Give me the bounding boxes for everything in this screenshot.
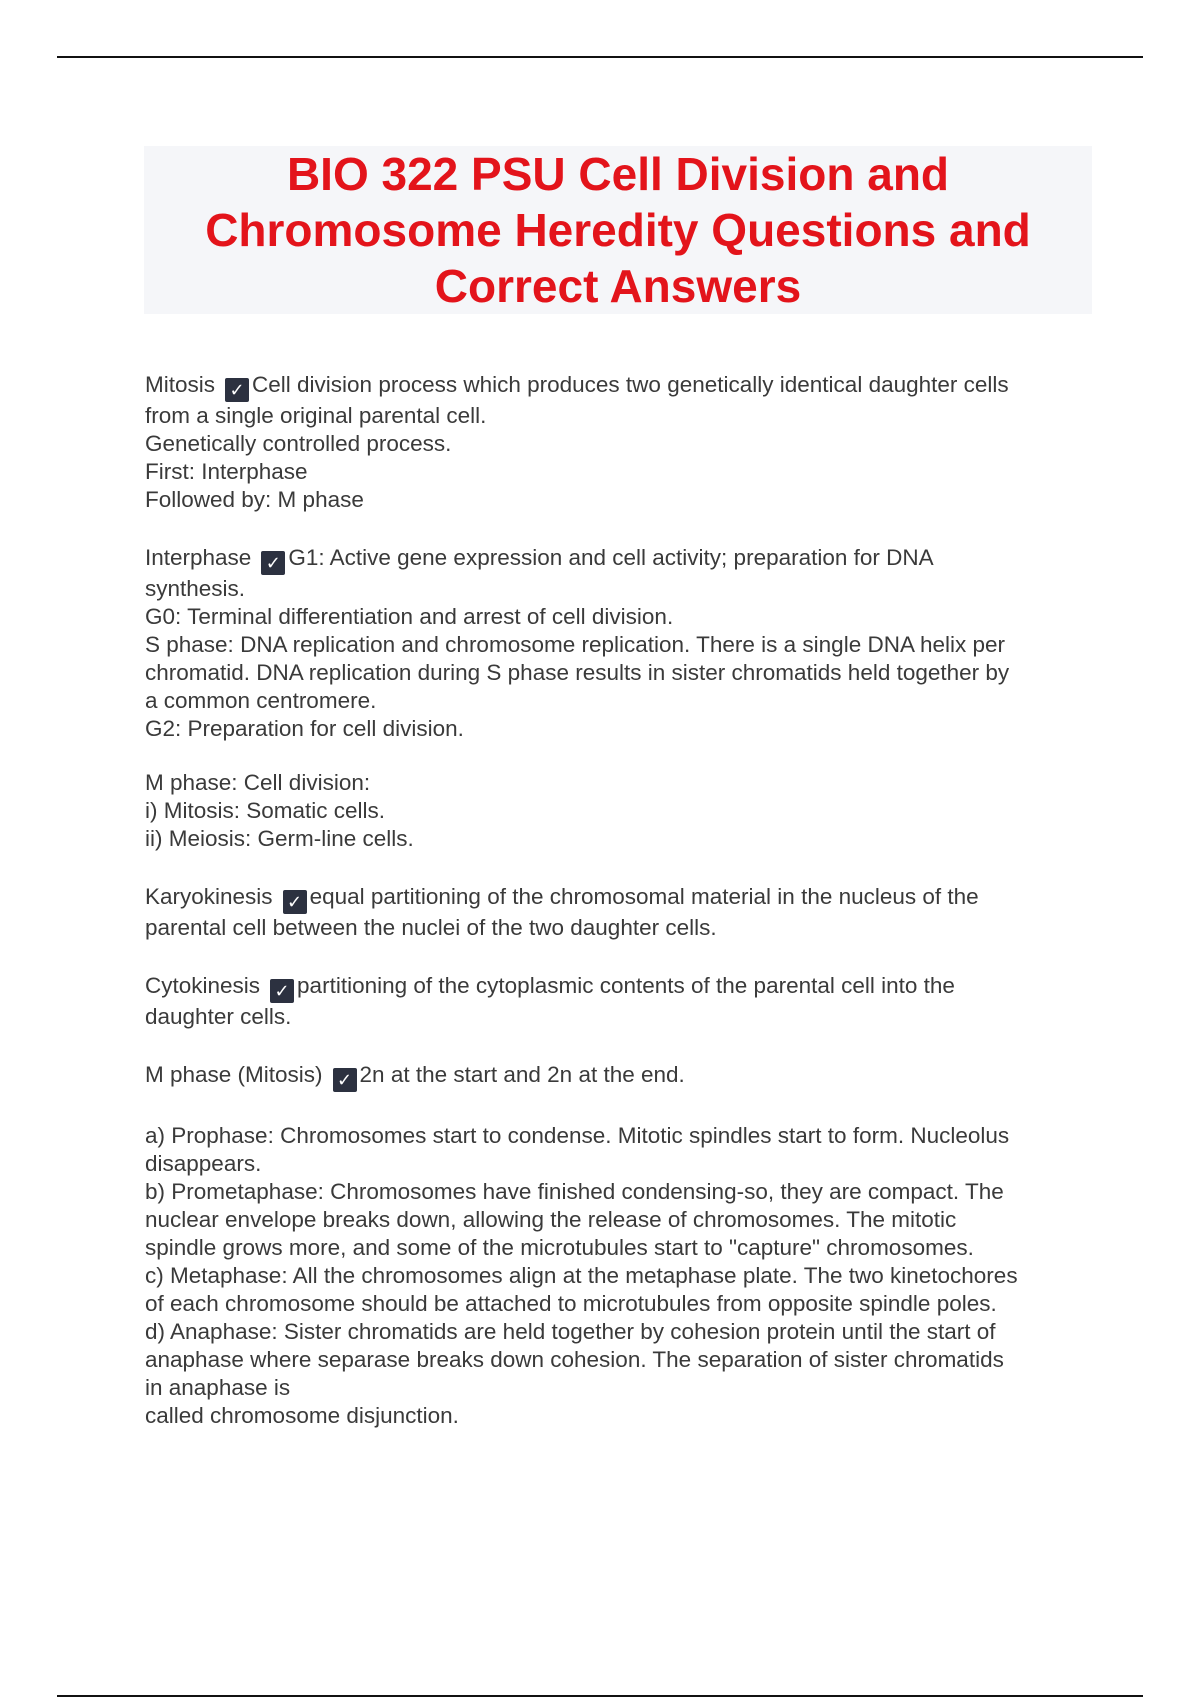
definition-line: Genetically controlled process.: [145, 431, 452, 456]
term: Mitosis: [145, 372, 216, 397]
definition-line: Followed by: M phase: [145, 487, 364, 512]
paragraph-line: spindle grows more, and some of the microtubules start to "capture" chromosomes.: [145, 1235, 974, 1260]
check-icon: ✓: [270, 979, 294, 1003]
title-line-1: BIO 322 PSU Cell Division and: [286, 148, 950, 200]
entry-first-line: [145, 972, 1095, 1003]
paragraph-line: of each chromosome should be attached to microtubules from opposite spindle poles.: [145, 1291, 997, 1316]
title-line-2: Chromosome Heredity Questions and: [205, 204, 1031, 256]
entry-interphase: [145, 544, 1095, 743]
entry-cytokinesis: [145, 972, 1095, 1031]
term: Cytokinesis: [145, 973, 261, 998]
paragraph-line: disappears.: [145, 1151, 262, 1176]
paragraph-line: c) Metaphase: All the chromosomes align at the metaphase plate. The two kinetochores: [145, 1263, 1018, 1288]
definition-line: 2n at the start and 2n at the end.: [359, 1062, 685, 1087]
definition-line: synthesis.: [145, 576, 246, 601]
paragraph-line: M phase: Cell division:: [145, 770, 371, 795]
title-line-3: Correct Answers: [434, 260, 802, 312]
term: M phase (Mitosis): [145, 1062, 323, 1087]
definition-line: S phase: DNA replication and chromosome replication. There is a single DNA helix per: [145, 632, 1006, 657]
paragraph-line: called chromosome disjunction.: [145, 1403, 459, 1428]
paragraph-line: in anaphase is: [145, 1375, 291, 1400]
definition-line: a common centromere.: [145, 688, 377, 713]
entry-m-phase-mitosis: [145, 1061, 1095, 1092]
entry-first-line: [145, 371, 1095, 402]
page-top-rule: [57, 56, 1143, 58]
page-bottom-rule: [57, 1695, 1143, 1697]
definition-line: First: Interphase: [145, 459, 308, 484]
definition-line: Cell division process which produces two genetically identical daughter cells: [252, 372, 1009, 397]
definition-line: parental cell between the nuclei of the two daughter cells.: [145, 915, 717, 940]
definition-line: G1: Active gene expression and cell activity; preparation for DNA: [288, 545, 934, 570]
check-icon: ✓: [333, 1068, 357, 1092]
paragraph-line: anaphase where separase breaks down cohesion. The separation of sister chromatids: [145, 1347, 1004, 1372]
entry-mitosis: [145, 371, 1095, 514]
check-icon: ✓: [283, 890, 307, 914]
paragraph-line: i) Mitosis: Somatic cells.: [145, 798, 386, 823]
entry-first-line: [145, 1061, 1095, 1092]
entry-first-line: [145, 544, 1095, 575]
definition-line: partitioning of the cytoplasmic contents of the parental cell into the: [297, 973, 955, 998]
paragraph-line: b) Prometaphase: Chromosomes have finished condensing-so, they are compact. The: [145, 1179, 1004, 1204]
entry-karyokinesis: [145, 883, 1095, 942]
definition-line: G0: Terminal differentiation and arrest of cell division.: [145, 604, 674, 629]
definition-line: equal partitioning of the chromosomal material in the nucleus of the: [309, 884, 979, 909]
paragraph-line: ii) Meiosis: Germ-line cells.: [145, 826, 414, 851]
term: Interphase: [145, 545, 252, 570]
definition-line: G2: Preparation for cell division.: [145, 716, 464, 741]
definition-line: from a single original parental cell.: [145, 403, 487, 428]
entry-m-phase-overview: [145, 769, 1095, 853]
entry-first-line: [145, 883, 1095, 914]
check-icon: ✓: [261, 551, 285, 575]
document-title: [144, 146, 1092, 314]
paragraph-line: nuclear envelope breaks down, allowing the release of chromosomes. The mitotic: [145, 1207, 957, 1232]
definition-line: chromatid. DNA replication during S phase results in sister chromatids held together by: [145, 660, 1010, 685]
paragraph-line: d) Anaphase: Sister chromatids are held together by cohesion protein until the start of: [145, 1319, 996, 1344]
paragraph-line: a) Prophase: Chromosomes start to condense. Mitotic spindles start to form. Nucleolus: [145, 1123, 1010, 1148]
check-icon: ✓: [225, 378, 249, 402]
document-body: [145, 371, 1095, 1460]
definition-line: daughter cells.: [145, 1004, 292, 1029]
entry-mitosis-stages: [145, 1122, 1095, 1430]
term: Karyokinesis: [145, 884, 273, 909]
